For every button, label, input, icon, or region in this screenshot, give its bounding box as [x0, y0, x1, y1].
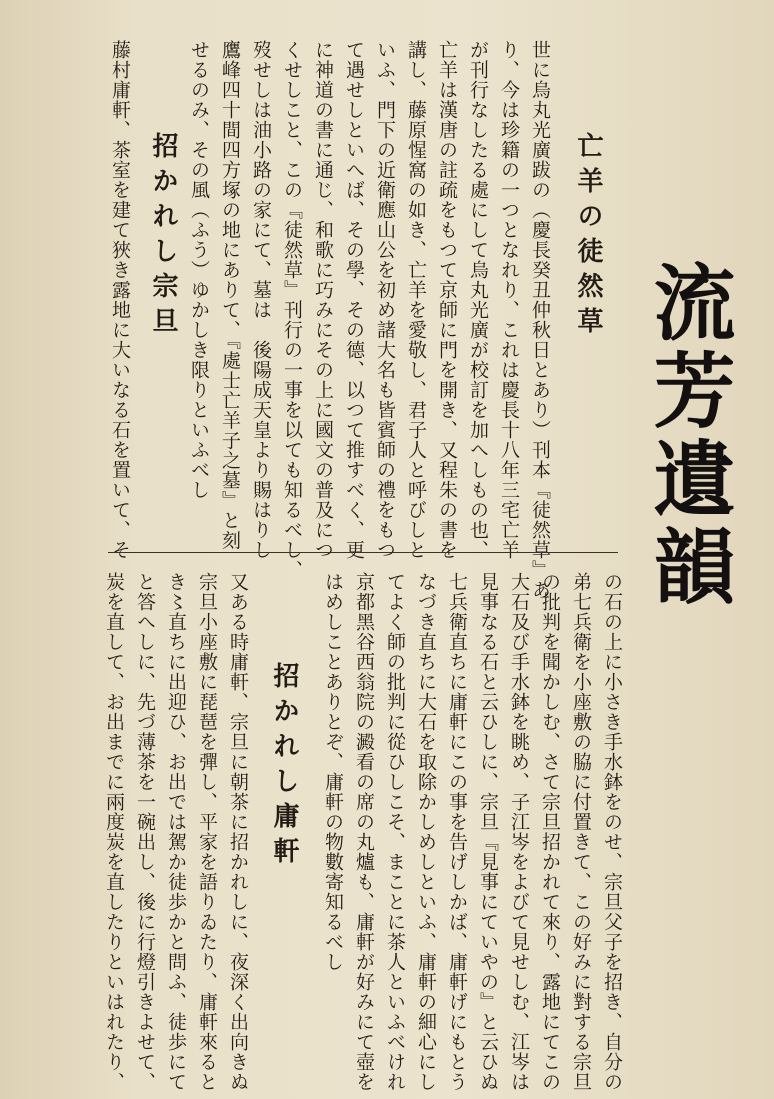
- body-line: り、今は珍籍の一つとなれり、これは慶長十八年三宅亡羊: [498, 40, 520, 560]
- body-line: き〻直ちに出迎ひ、お出では駕か徒歩かと問ふ、徒歩にて: [165, 572, 187, 1092]
- body-line: の石の上に小さき手水鉢をのせ、宗旦父子を招き、自分の: [601, 572, 623, 1092]
- body-line: 見事なる石と云ひしに、宗旦『見事にていやの』と云ひぬ: [477, 572, 499, 1092]
- section-heading-yoken: 招かれし庸軒: [269, 662, 299, 872]
- section-heading-boyo: 亡羊の徒然草: [573, 132, 603, 342]
- body-line: の批判を聞かしむ、さて宗旦招かれて來り、露地にてこの: [539, 572, 561, 1092]
- body-line: せるのみ、その風（ふう）ゆかしき限りといふべし: [188, 40, 210, 500]
- section-heading-sotan: 招かれし宗旦: [148, 132, 178, 342]
- page-title: 流芳遺韻: [640, 260, 736, 612]
- body-line: 鷹峰四十間四方塚の地にありて、『處士亡羊子之墓』と刻: [219, 40, 241, 551]
- body-line: 亡羊は漢唐の註疏をもつて京師に門を開き、又程朱の書を: [436, 40, 458, 560]
- body-line: 炭を直して、お出までに兩度炭を直したりといはれたり、: [103, 572, 125, 1092]
- body-line: なづき直ちに大石を取除かしめしといふ、庸軒の細心にし: [415, 572, 437, 1092]
- body-line: 大石及び手水鉢を眺め、子江岑をよびて見せしむ、江岑は: [508, 572, 530, 1092]
- body-line: 歿せしは油小路の家にて、墓は 後陽成天皇より賜はりし: [250, 40, 272, 560]
- section-divider: [108, 552, 618, 553]
- body-line: てよく師の批判に從ひしこそ、まことに茶人といふべけれ: [384, 572, 406, 1092]
- body-line: 講し、藤原惺窩の如き、亡羊を愛敬し、君子人と呼びしと: [405, 40, 427, 560]
- body-line: くせしこと、この『徒然草』刊行の一事を以ても知るべし、: [281, 40, 303, 580]
- body-line: て遇せしといへば、その學、その德、以つて推すべく、更: [343, 40, 365, 560]
- body-line: 宗旦小座敷に琵琶を彈し、平家を語りゐたり、庸軒來ると: [196, 572, 218, 1092]
- body-line: はめしことありとぞ、庸軒の物數寄知るべし: [322, 572, 344, 972]
- body-line: 又ある時庸軒、宗旦に朝茶に招かれしに、夜深く出向きぬ: [227, 572, 249, 1092]
- body-line: 弟七兵衛を小座敷の脇に付置きて、この好みに對する宗旦: [570, 572, 592, 1092]
- body-line: 藤村庸軒、茶室を建て狹き露地に大いなる石を置いて、そ: [109, 40, 131, 560]
- body-line: 七兵衛直ちに庸軒にこの事を告げしかば、庸軒げにもとう: [446, 572, 468, 1092]
- body-line: 世に烏丸光廣跋の（慶長癸丑仲秋日とあり）刊本『徒然草』あ: [529, 40, 551, 600]
- body-line: と答へしに、先づ薄茶を一碗出し、後に行燈引きよせて、: [134, 572, 156, 1092]
- body-line: が刊行なしたる處にして烏丸光廣が校訂を加へしもの也、: [467, 40, 489, 560]
- body-line: 京都黑谷西翁院の澱看の席の丸爐も、庸軒が好みにて壺を: [353, 572, 375, 1092]
- body-line: に神道の書に通じ、和歌に巧みにその上に國文の普及につ: [312, 40, 334, 560]
- body-line: いふ、門下の近衛應山公を初め諸大名も皆賓師の禮をもつ: [374, 40, 396, 560]
